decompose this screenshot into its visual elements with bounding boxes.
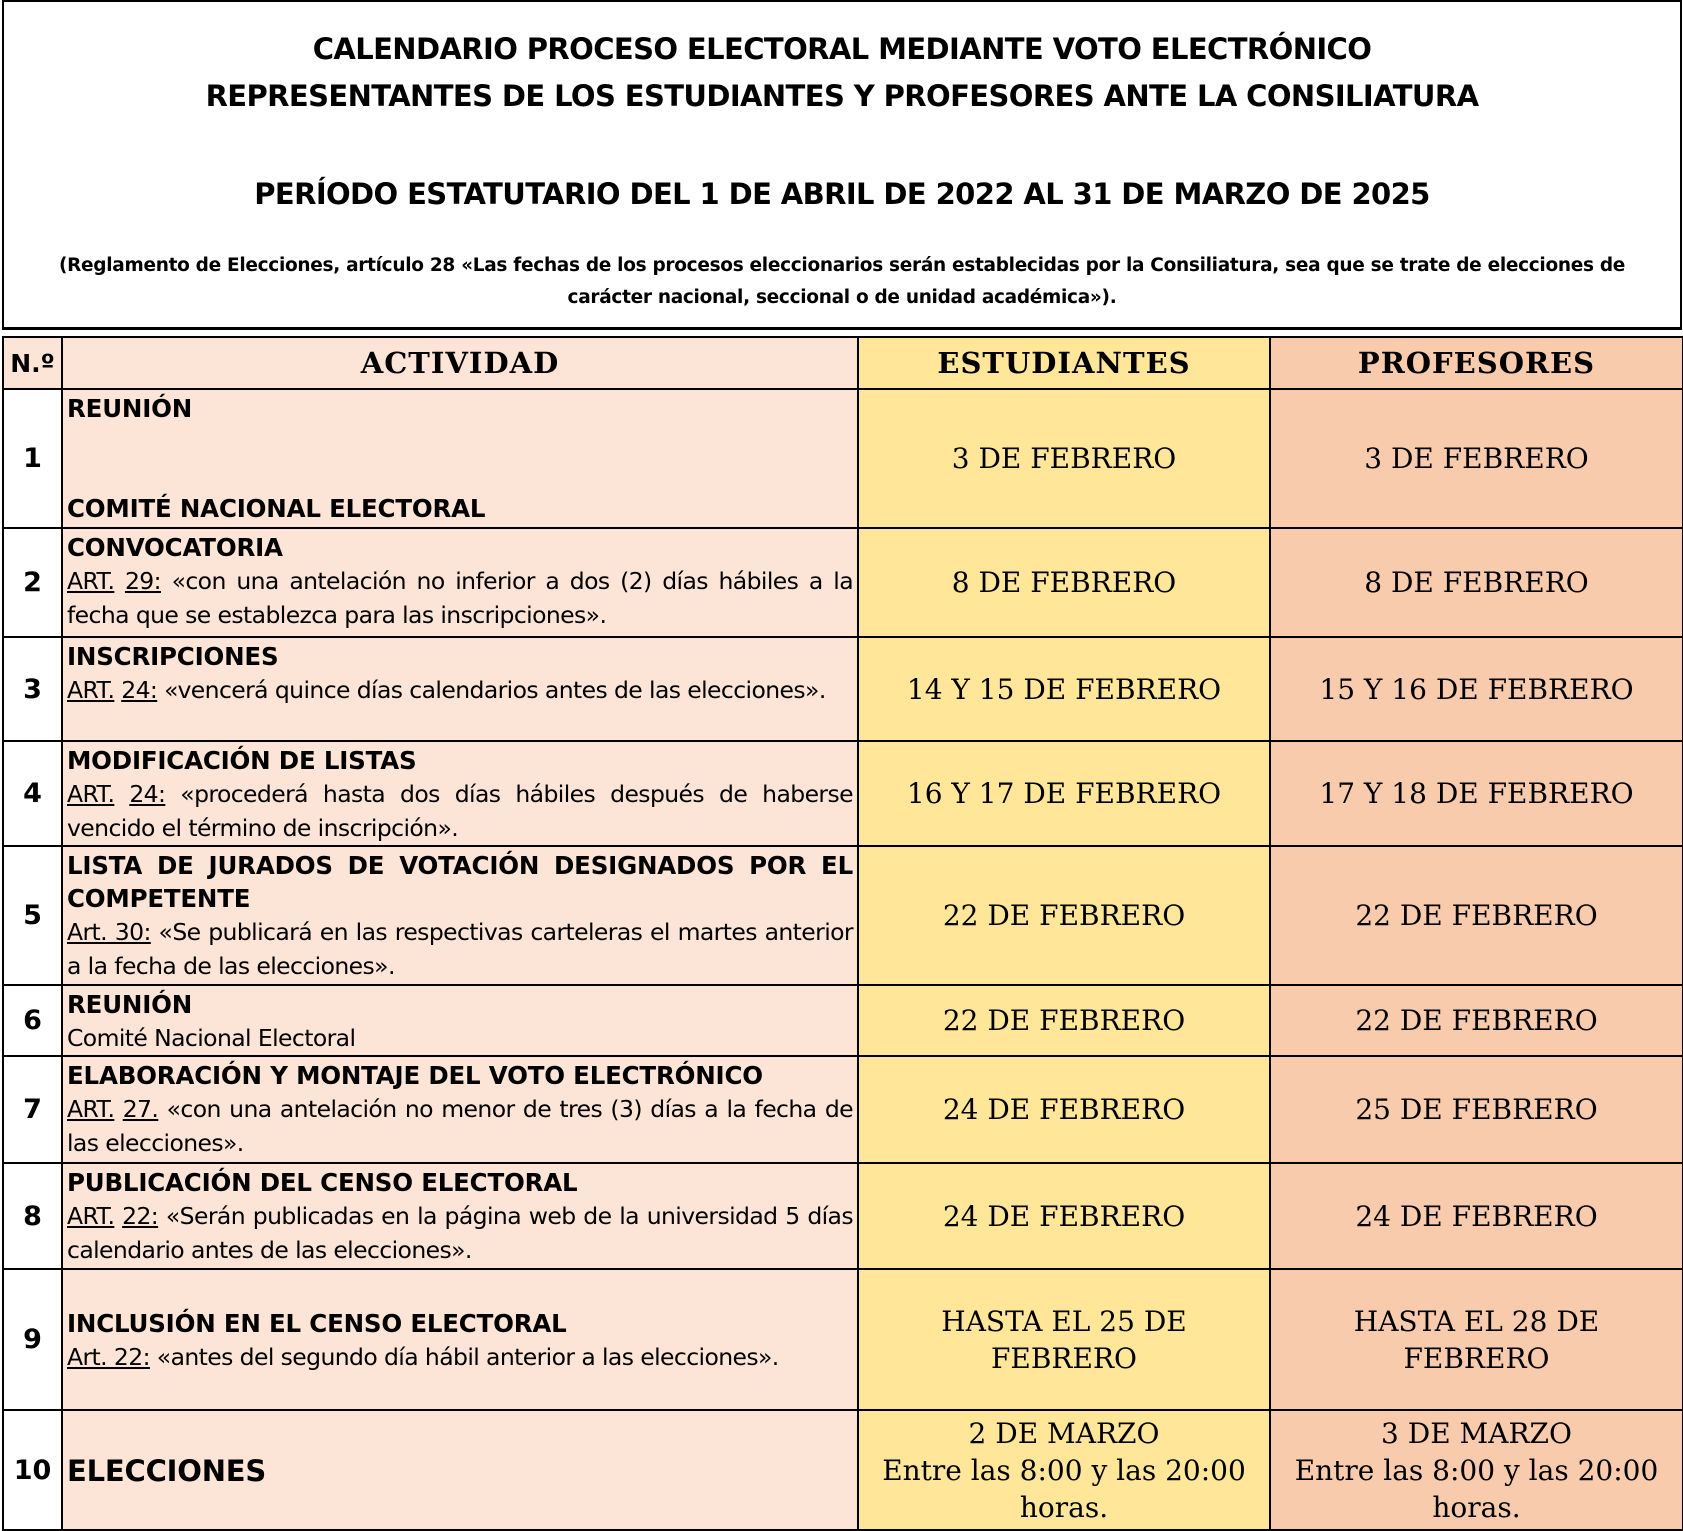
students-date [858,1410,1270,1530]
table-row [3,389,1683,528]
students-date [858,1269,1270,1410]
activity-cell [62,741,858,846]
table-row [3,985,1683,1056]
students-date: 14 Y 15 DE FEBRERO [858,637,1270,741]
table-row [3,1163,1683,1269]
article-number: 27. [122,1095,159,1123]
activity-cell [62,1056,858,1163]
article-number: 22: [122,1202,159,1230]
professors-date [1270,1410,1683,1530]
activity-description [67,673,853,707]
row-number: 9 [3,1269,62,1410]
professors-date: 3 DE FEBRERO [1270,389,1683,528]
header-num: N.º [3,337,62,389]
header-activity: ACTIVIDAD [62,337,858,389]
activity-title: REUNIÓN [67,394,193,423]
title-box [2,0,1682,330]
students-date-line-2: Entre las 8:00 y las 20:00 [882,1453,1246,1487]
students-date: 8 DE FEBRERO [858,528,1270,637]
table-row [3,528,1683,637]
activity-description [67,1199,853,1267]
table-row [3,1056,1683,1163]
activity-description: Comité Nacional Electoral [67,1024,356,1052]
professors-date-line-3: horas. [1432,1490,1521,1524]
activity-cell [62,1163,858,1269]
article-text: «con una antelación no inferior a dos (2) días hábiles a la fecha que se establezca para las inscripciones». [67,567,854,629]
calendar-document [2,0,1682,1522]
header-students: ESTUDIANTES [858,337,1270,389]
activity-cell [62,389,858,528]
table-row [3,846,1683,985]
row-number: 4 [3,741,62,846]
article-label: ART. [67,1202,115,1230]
activity-cell [62,1410,858,1530]
row-number: 6 [3,985,62,1056]
period-heading: PERÍODO ESTATUTARIO DEL 1 DE ABRIL DE 2022 AL 31 DE MARZO DE 2025 [254,177,1430,211]
article-text: «con una antelación no menor de tres (3) días a la fecha de las elecciones». [67,1095,853,1157]
activity-title: PUBLICACIÓN DEL CENSO ELECTORAL [67,1168,578,1197]
document-title-line-1: CALENDARIO PROCESO ELECTORAL MEDIANTE VOTO ELECTRÓNICO [312,32,1372,66]
students-date: 22 DE FEBRERO [858,985,1270,1056]
students-date: 3 DE FEBRERO [858,389,1270,528]
table-row [3,741,1683,846]
activity-description [67,1340,853,1374]
professors-date-line-1: 3 DE MARZO [1381,1416,1572,1450]
calendar-table [2,336,1683,1531]
students-date-line-1: 2 DE MARZO [968,1416,1160,1450]
activity-title: CONVOCATORIA [67,533,283,562]
article-text: «antes del segundo día hábil anterior a las elecciones». [149,1343,779,1371]
row-number: 5 [3,846,62,985]
students-date-line-2: FEBRERO [990,1341,1137,1375]
professors-date-line-2: Entre las 8:00 y las 20:00 [1294,1453,1659,1487]
professors-date: 8 DE FEBRERO [1270,528,1683,637]
students-date-line-3: horas. [1019,1490,1109,1524]
professors-date-line-2: FEBRERO [1403,1341,1550,1375]
activity-title: INSCRIPCIONES [67,642,279,671]
activity-title: ELECCIONES [67,1453,267,1488]
table-row [3,1410,1683,1530]
table-row [3,1269,1683,1410]
professors-date: 25 DE FEBRERO [1270,1056,1683,1163]
article-number: 24: [129,780,166,808]
table-row [3,637,1683,741]
activity-cell [62,1269,858,1410]
row-number: 10 [3,1410,62,1530]
activity-title: MODIFICACIÓN DE LISTAS [67,746,417,775]
students-date: 24 DE FEBRERO [858,1163,1270,1269]
activity-cell [62,528,858,637]
students-date: 24 DE FEBRERO [858,1056,1270,1163]
article-text: «vencerá quince días calendarios antes de las elecciones». [157,676,826,704]
header-professors: PROFESORES [1270,337,1683,389]
article-text: «Serán publicadas en la página web de la universidad 5 días calendario antes de las elecciones». [67,1202,854,1264]
activity-description [67,564,853,632]
activity-description [67,777,853,845]
professors-date: 15 Y 16 DE FEBRERO [1270,637,1683,741]
article-label: Art. 30: [67,918,151,946]
activity-description [67,1092,853,1160]
activity-title: ELABORACIÓN Y MONTAJE DEL VOTO ELECTRÓNICO [67,1061,763,1090]
row-number: 7 [3,1056,62,1163]
article-text: «Se publicará en las respectivas carteleras el martes anterior a la fecha de las elecciones». [67,918,853,980]
activity-title: INCLUSIÓN EN EL CENSO ELECTORAL [67,1309,567,1338]
row-number: 3 [3,637,62,741]
students-date: 16 Y 17 DE FEBRERO [858,741,1270,846]
activity-title: REUNIÓN [67,990,193,1019]
professors-date: 22 DE FEBRERO [1270,985,1683,1056]
article-label: ART. [67,567,115,595]
activity-cell [62,846,858,985]
article-label: ART. [67,1095,115,1123]
students-date: 22 DE FEBRERO [858,846,1270,985]
document-title-line-2: REPRESENTANTES DE LOS ESTUDIANTES Y PROFESORES ANTE LA CONSILIATURA [205,79,1479,113]
professors-date: 17 Y 18 DE FEBRERO [1270,741,1683,846]
row-number: 1 [3,389,62,528]
activity-cell [62,985,858,1056]
students-date-line-1: HASTA EL 25 DE [941,1304,1187,1338]
row-number: 8 [3,1163,62,1269]
activity-cell [62,637,858,741]
activity-subtitle: COMITÉ NACIONAL ELECTORAL [67,494,486,523]
professors-date [1270,1269,1683,1410]
article-text: «procederá hasta dos días hábiles después de haberse vencido el término de inscripción». [67,780,853,842]
professors-date-line-1: HASTA EL 28 DE [1353,1304,1600,1338]
professors-date: 22 DE FEBRERO [1270,846,1683,985]
article-number: 29: [124,567,161,595]
activity-title: LISTA DE JURADOS DE VOTACIÓN DESIGNADOS POR EL COMPETENTE [67,851,853,913]
article-label: ART. [67,676,115,704]
header-row [3,337,1683,389]
article-number: 24: [121,676,158,704]
activity-description [67,915,853,983]
row-number: 2 [3,528,62,637]
professors-date: 24 DE FEBRERO [1270,1163,1683,1269]
regulation-note: (Reglamento de Elecciones, artículo 28 «Las fechas de los procesos eleccionarios serán establecidas por la Consiliatura, sea que se trate de elecciones de carácter nacional, seccional o de unidad académica»). [58,255,1626,308]
article-label: ART. [67,780,115,808]
article-label: Art. 22: [67,1343,150,1371]
